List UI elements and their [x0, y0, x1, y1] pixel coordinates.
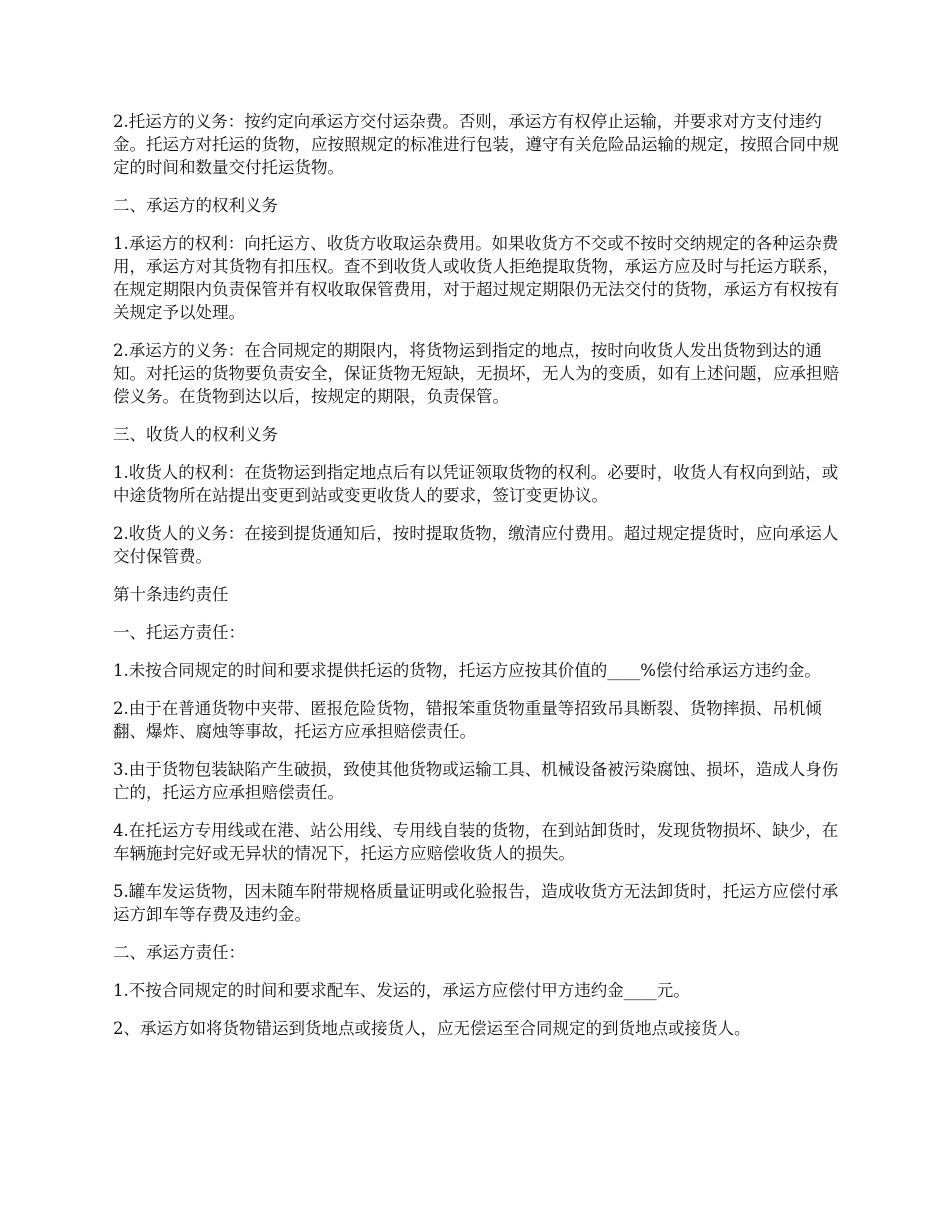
- paragraph-shipper-obligations: 2.托运方的义务：按约定向承运方交付运杂费。否则，承运方有权停止运输，并要求对方支付违约金。托运方对托运的货物，应按照规定的标准进行包装，遵守有关危险品运输的规定，按照合同中规定的时间和数量交付托运货物。: [113, 112, 839, 177]
- section-heading-consignee-rights: 三、收货人的权利义务: [113, 425, 278, 444]
- paragraph-carrier-rights: 1.承运方的权利：向托运方、收货方收取运杂费用。如果收货方不交或不按时交纳规定的各种运杂费用，承运方对其货物有扣压权。查不到收货人或收货人拒绝提取货物，承运方应及时与托运方联系，在规定期限内负责保管并有权收取保管费用，对于超过规定期限仍无法交付的货物，承运方有权按有关规定予以处理。: [113, 234, 839, 322]
- paragraph-carrier-liability-2: 2、承运方如将货物错运到货地点或接货人，应无偿运至合同规定的到货地点或接货人。: [113, 1019, 751, 1038]
- document-body: [113, 110, 848, 1055]
- section-heading-shipper-liability: 一、托运方责任：: [113, 623, 245, 642]
- paragraph-carrier-liability-1: 1.不按合同规定的时间和要求配车、发运的，承运方应偿付甲方违约金____元。: [113, 981, 690, 1000]
- paragraph-consignee-obligations: 2.收货人的义务：在接到提货通知后，按时提取货物，缴清应付费用。超过规定提货时，应向承运人交付保管费。: [113, 524, 839, 566]
- section-heading-carrier-liability: 二、承运方责任：: [113, 943, 245, 962]
- paragraph-shipper-liability-2: 2.由于在普通货物中夹带、匿报危险货物，错报笨重货物重量等招致吊具断裂、货物摔损、吊机倾翻、爆炸、腐烛等事故，托运方应承担赔偿责任。: [113, 699, 822, 741]
- article-heading-liability: 第十条违约责任: [113, 585, 229, 604]
- paragraph-shipper-liability-1: 1.未按合同规定的时间和要求提供托运的货物，托运方应按其价值的____%偿付给承运方违约金。: [113, 661, 821, 680]
- section-heading-carrier-rights: 二、承运方的权利义务: [113, 196, 278, 215]
- paragraph-shipper-liability-4: 4.在托运方专用线或在港、站公用线、专用线自装的货物，在到站卸货时，发现货物损坏、缺少，在车辆施封完好或无异状的情况下，托运方应赔偿收货人的损失。: [113, 821, 839, 863]
- paragraph-consignee-rights: 1.收货人的权利：在货物运到指定地点后有以凭证领取货物的权利。必要时，收货人有权向到站，或中途货物所在站提出变更到站或变更收货人的要求，签订变更协议。: [113, 463, 839, 505]
- paragraph-carrier-obligations: 2.承运方的义务：在合同规定的期限内，将货物运到指定的地点，按时向收货人发出货物到达的通知。对托运的货物要负责安全，保证货物无短缺，无损坏，无人为的变质，如有上述问题，应承担赔偿义务。在货物到达以后，按规定的期限，负责保管。: [113, 341, 839, 406]
- paragraph-shipper-liability-5: 5.罐车发运货物，因未随车附带规格质量证明或化验报告，造成收货方无法卸货时，托运方应偿付承运方卸车等存费及违约金。: [113, 882, 839, 924]
- paragraph-shipper-liability-3: 3.由于货物包装缺陷产生破损，致使其他货物或运输工具、机械设备被污染腐蚀、损坏，造成人身伤亡的，托运方应承担赔偿责任。: [113, 760, 839, 802]
